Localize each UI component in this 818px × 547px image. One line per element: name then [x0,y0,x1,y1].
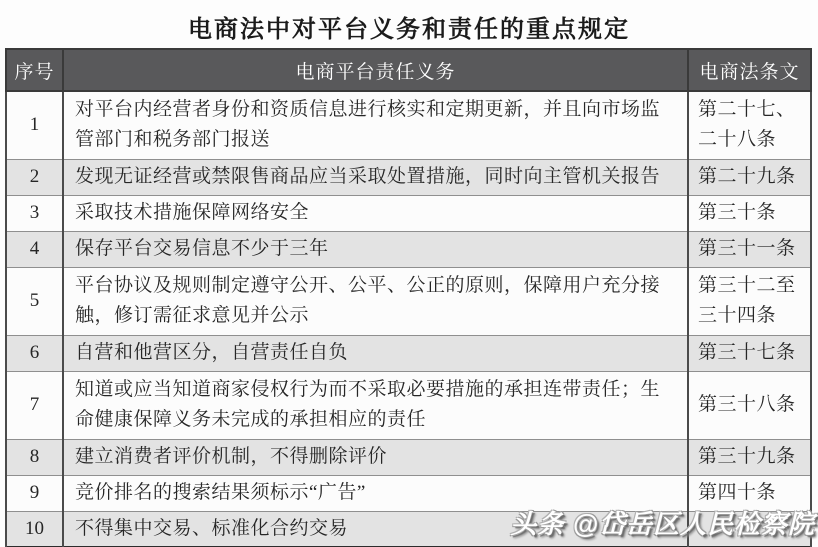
row-number-cell: 5 [6,267,63,335]
duty-cell: 知道或应当知道商家侵权行为而不采取必要措施的承担连带责任；生命健康保障义务未完成的承担相应的责任 [63,371,688,439]
toutiao-watermark: 头条 @岱岳区人民检察院 [510,509,815,539]
table-row [6,439,811,475]
row-number-cell: 2 [6,159,63,195]
row-number-cell: 3 [6,195,63,231]
column-header-no: 序号 [6,49,63,91]
duty-cell: 发现无证经营或禁限售商品应当采取处置措施，同时向主管机关报告 [63,159,688,195]
duty-cell: 平台协议及规则制定遵守公开、公平、公正的原则，保障用户充分接触，修订需征求意见并公示 [63,267,688,335]
column-header-article: 电商法条文 [688,49,811,91]
row-number-cell: 8 [6,439,63,475]
row-number-cell: 7 [6,371,63,439]
table-row [6,159,811,195]
obligations-table [5,48,812,547]
article-cell: 第三十一条 [688,231,811,267]
article-cell: 第二十九条 [688,159,811,195]
table-row [6,371,811,439]
article-cell: 第三十八条 [688,371,811,439]
table-row [6,231,811,267]
row-number-cell: 6 [6,335,63,371]
row-number-cell: 10 [6,511,63,547]
column-header-duty: 电商平台责任义务 [63,49,688,91]
duty-cell: 对平台内经营者身份和资质信息进行核实和定期更新，并且向市场监管部门和税务部门报送 [63,91,688,159]
article-cell: 第三十九条 [688,439,811,475]
row-number-cell: 9 [6,475,63,511]
duty-cell: 自营和他营区分，自营责任自负 [63,335,688,371]
duty-cell: 建立消费者评价机制，不得删除评价 [63,439,688,475]
table-row [6,267,811,335]
row-number-cell: 4 [6,231,63,267]
duty-cell: 保存平台交易信息不少于三年 [63,231,688,267]
article-cell: 第三十条 [688,195,811,231]
table-row [6,335,811,371]
duty-cell: 不得集中交易、标准化合约交易 [63,511,688,547]
duty-cell: 竞价排名的搜索结果须标示“广告” [63,475,688,511]
article-cell: 第三十七条 [688,335,811,371]
table-header-row [6,49,811,91]
duty-cell: 采取技术措施保障网络安全 [63,195,688,231]
article-cell: 第三十二至三十四条 [688,267,811,335]
table-row [6,91,811,159]
page-title: 电商法中对平台义务和责任的重点规定 [188,17,630,43]
row-number-cell: 1 [6,91,63,159]
article-cell: 第二十七、二十八条 [688,91,811,159]
article-cell: 第四十条 [688,475,811,511]
table-row [6,195,811,231]
